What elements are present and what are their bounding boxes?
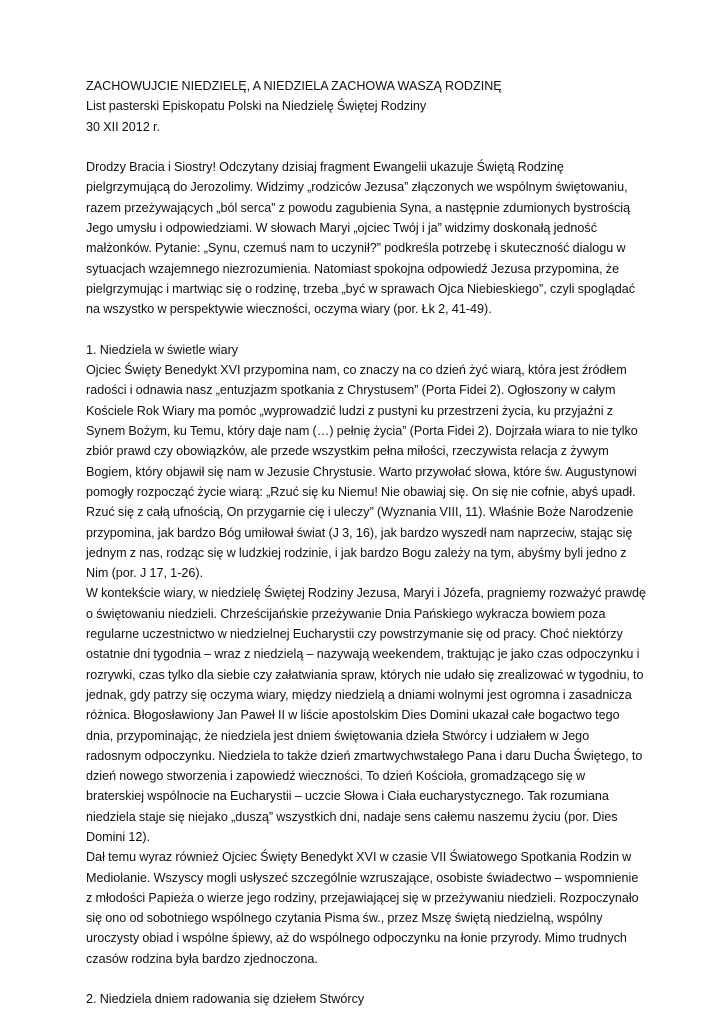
section-heading: 1. Niedziela w świetle wiary bbox=[86, 342, 239, 357]
document-title: ZACHOWUJCIE NIEDZIELĘ, A NIEDZIELA ZACHOWA WASZĄ RODZINĘ bbox=[86, 79, 502, 93]
spacer bbox=[86, 320, 646, 340]
body-paragraph: Ojciec Święty Benedykt XVI przypomina nam, co znaczy na co dzień żyć wiarą, która jest źródłem radości i odnawia nasz „entuzjazm spotkania z Chrystusem” (Porta Fidei 2). Ogłoszony w całym Kościele Rok Wiary ma pomóc „wyprowadzić ludzi z pustyni ku przestrzeni życia, ku przyjaźni z Synem Bożym, ku Temu, który daje nam (…) pełnię życia” (Porta Fidei 2). Dojrzała wiara to nie tylko zbiór prawd czy obowiązków, ale przede wszystkim pełna miłości, rzeczywista relacja z żywym Bogiem, który objawił się nam w Jezusie Chrystusie. Warto przywołać słowa, które św. Augustynowi pomogły rozpocząć życie wiarą: „Rzuć się ku Niemu! Nie obawiaj się. On się nie cofnie, abyś upadł. Rzuć się z całą ufnością, On przygarnie cię i uleczy” (Wyznania VIII, 11). Właśnie Boże Narodzenie przypomina, jak bardzo Bóg umiłował świat (J 3, 16), jak bardzo wyszedł nam naprzeciw, stając się jednym z nas, rodząc się w ludzkiej rodzinie, i jak bardzo Bogu zależy na tym, abyśmy byli jedno z Nim (por. J 17, 1-26). bbox=[86, 363, 638, 581]
document-date: 30 XII 2012 r. bbox=[86, 119, 161, 134]
spacer bbox=[86, 969, 646, 989]
body-paragraph: Dał temu wyraz również Ojciec Święty Benedykt XVI w czasie VII Światowego Spotkania Rodzin w Mediolanie. Wszyscy mogli usłyszeć szczególnie wzruszające, osobiste świadectwo – wspomnienie z młodości Papieża o wierze jego rodziny, przejawiającej się w przeżywaniu niedzieli. Rozpoczynało się ono od sobotniego wspólnego czytania Pisma św., przez Mszę świętą niedzielną, wspólny uroczysty obiad i wspólne śpiewy, aż do wspólnego odpoczynku na łonie przyrody. Mimo trudnych czasów rodzina była bardzo zjednoczona. bbox=[86, 850, 639, 966]
document-subtitle: List pasterski Episkopatu Polski na Niedzielę Świętej Rodziny bbox=[86, 99, 427, 114]
section-heading: 2. Niedziela dniem radowania się dziełem Stwórcy bbox=[86, 992, 365, 1007]
document-page bbox=[86, 76, 646, 1010]
spacer bbox=[86, 137, 646, 157]
intro-paragraph: Drodzy Bracia i Siostry! Odczytany dzisiaj fragment Ewangelii ukazuje Świętą Rodzinę pielgrzymującą do Jerozolimy. Widzimy „rodziców Jezusa” złączonych we wspólnym świętowaniu, razem przeżywających „ból serca” z powodu zagubienia Syna, a następnie zdumionych bystrością Jego umysłu i odpowiedziami. W słowach Maryi „ojciec Twój i ja” widzimy doskonałą jedność małżonków. Pytanie: „Synu, czemuś nam to uczynił?” podkreśla potrzebę i skuteczność dialogu w sytuacjach wzajemnego niezrozumienia. Natomiast spokojna odpowiedź Jezusa przypomina, że pielgrzymując i martwiąc się o rodzinę, trzeba „być w sprawach Ojca Niebieskiego”, czyli spoglądać na wszystko w perspektywie wieczności, oczyma wiary (por. Łk 2, 41-49). bbox=[86, 160, 636, 317]
body-paragraph: W kontekście wiary, w niedzielę Świętej Rodziny Jezusa, Maryi i Józefa, pragniemy rozważyć prawdę o świętowaniu niedzieli. Chrześcijańskie przeżywanie Dnia Pańskiego wykracza bowiem poza regularne uczestnictwo w niedzielnej Eucharystii czy powstrzymanie się od pracy. Choć niektórzy ostatnie dni tygodnia – wraz z niedzielą – nazywają weekendem, traktując je jako czas odpoczynku i rozrywki, czas tylko dla siebie czy załatwiania spraw, których nie udało się zrealizować w tygodniu, to jednak, gdy patrzy się oczyma wiary, między niedzielą a dniami wolnymi jest ogromna i zasadnicza różnica. Błogosławiony Jan Paweł II w liście apostolskim Dies Domini ukazał całe bogactwo tego dnia, przypominając, że niedziela jest dniem świętowania dzieła Stwórcy i udziałem w Jego radosnym odpoczynku. Niedziela to także dzień zmartwychwstałego Pana i daru Ducha Świętego, to dzień nowego stworzenia i zapowiedź wieczności. To dzień Kościoła, gromadzącego się w braterskiej wspólnocie na Eucharystii – uczcie Słowa i Ciała eucharystycznego. Tak rozumiana niedziela staje się niejako „duszą” wszystkich dni, nadaje sens całemu naszemu życiu (por. Dies Domini 12). bbox=[86, 586, 647, 844]
